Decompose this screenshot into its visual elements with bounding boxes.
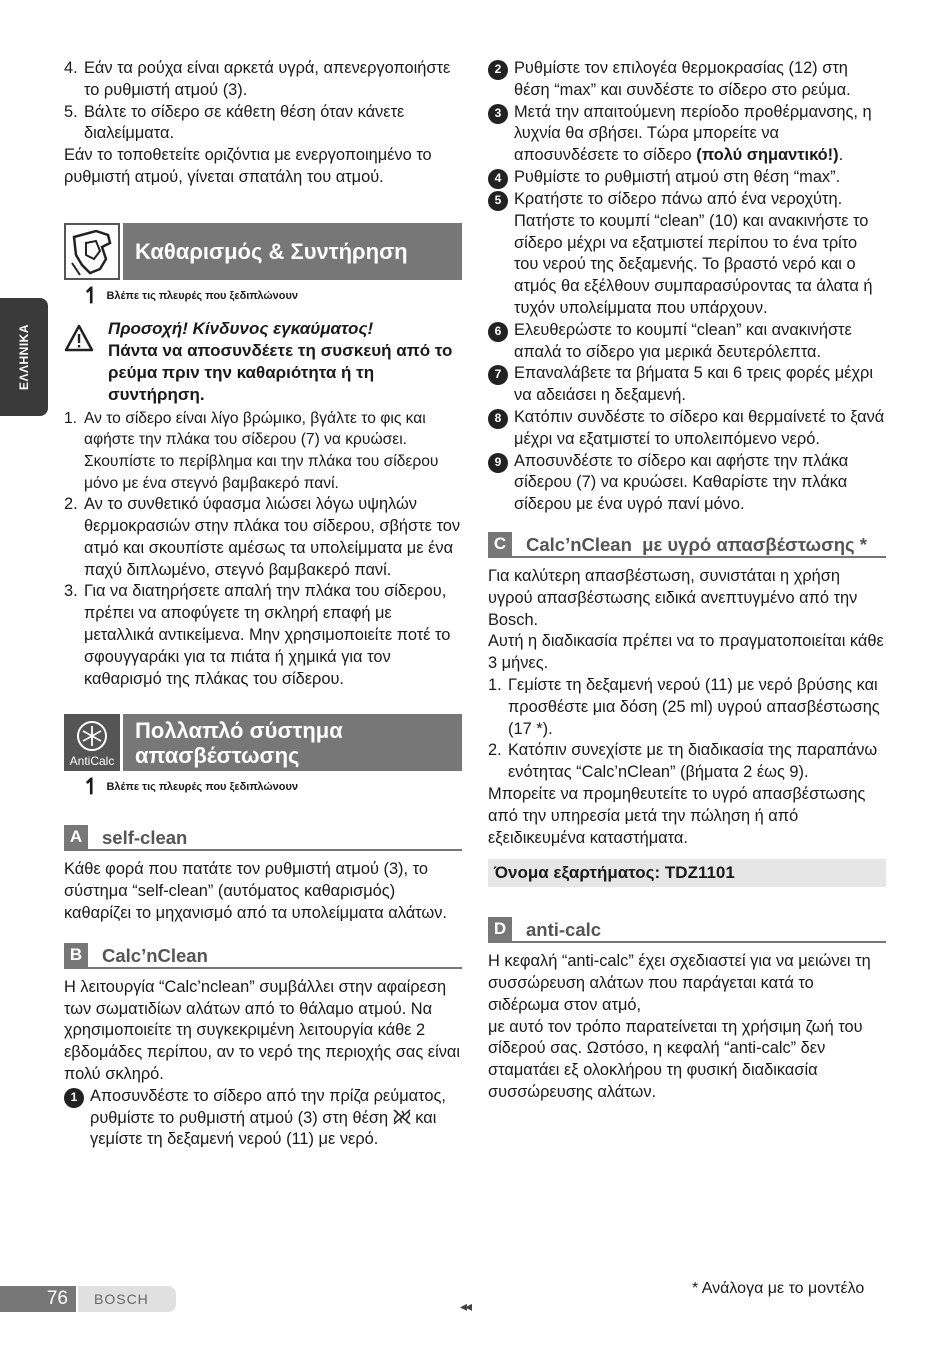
step-text: Αποσυνδέστε το σίδερο και αφήστε την πλάκα σίδερου (7) να κρυώσει. Καθαρίστε την πλάκα σίδερου με ένα υγρό πανί μόνο. — [514, 451, 849, 514]
item-text: Αν το συνθετικό ύφασμα λιώσει λόγω υψηλών θερμοκρασιών στην πλάκα του σίδερου, σβήστε τον ατμό και σκουπίστε αμέσως τα υπολείμματα με ένα παχύ διπλωμένο, στεγνό βαμβακερό πανί. — [84, 495, 461, 579]
item-text: Γεμίστε τη δεξαμενή νερού (11) με νερό βρύσης και προσθέστε μια δόση (25 ml) υγρού απασβέστωσης (17 *). — [508, 675, 880, 738]
item-number: 1. — [488, 675, 502, 694]
list-item — [64, 581, 462, 690]
no-steam-icon — [393, 1109, 411, 1125]
section-title: Calc’nClean με υγρό απασβέστωσης * — [526, 533, 867, 555]
step-item — [488, 189, 886, 320]
item-number: 5. — [64, 102, 78, 121]
warning-title: Προσοχή! Κίνδυνος εγκαύματος! — [108, 318, 374, 338]
warning-triangle-icon — [64, 318, 98, 406]
list-item — [64, 494, 462, 581]
list-item — [64, 408, 462, 494]
arrow-up-icon: ↿ — [82, 774, 101, 800]
list-item — [64, 102, 462, 146]
section-c-text: Αυτή η διαδικασία πρέπει να το πραγματοποιείται κάθε 3 μήνες. — [488, 632, 884, 673]
section-a-header — [64, 825, 462, 851]
step-item — [488, 320, 886, 364]
see-back-note — [82, 282, 462, 308]
language-tab — [0, 298, 48, 416]
section-title: Calc’nClean — [102, 944, 208, 966]
item-text: Εάν τα ρούχα είναι αρκετά υγρά, απενεργοποιήστε το ρυθμιστή ατμού (3). — [84, 59, 451, 99]
step-number: 6 — [488, 322, 508, 342]
step-number: 9 — [488, 453, 508, 473]
item-number: 4. — [64, 59, 78, 77]
cleaning-header — [64, 223, 462, 280]
step-number: 5 — [488, 191, 508, 211]
section-c-text: Μπορείτε να προμηθευτείτε το υγρό απασβέστωσης από την υπηρεσία μετά την πώληση ή από εξειδικευμένα καταστήματα. — [488, 784, 866, 847]
footnote: * Ανάλογα με το μοντέλο — [692, 1280, 865, 1297]
list-item — [488, 740, 886, 784]
item-number: 3. — [64, 582, 78, 601]
see-back-text: Βλέπε τις πλευρές που ξεδιπλώνουν — [106, 289, 298, 302]
section-letter: B — [64, 943, 88, 967]
step-text: Κατόπιν συνδέστε το σίδερο και θερμαίνετέ το ξανά μέχρι να εξατμιστεί το υπολειπόμενο νερό. — [514, 407, 885, 448]
right-column — [488, 58, 886, 1104]
item-text: Κατόπιν συνεχίστε με τη διαδικασία της παραπάνω ενότητας “Calc’nClean” (βήματα 2 έως 9). — [508, 741, 878, 782]
item-number: 2. — [64, 495, 78, 514]
anticalc-icon-label: AntiCalc — [69, 754, 115, 769]
item-text: Για να διατηρήσετε απαλή την πλάκα του σίδερου, πρέπει να αποφύγετε τη σκληρή επαφή με μεταλλικά αντικείμενα. Μην χρησιμοποιείτε ποτέ το σφουγγαράκι για τα πιάτα ή χημικά για τον καθαρισμό της πλάκας του σίδερου. — [84, 582, 451, 688]
left-column — [64, 58, 462, 1151]
step-item — [488, 58, 886, 102]
anticalc-snowflake-icon — [64, 714, 120, 771]
see-back-text: Βλέπε τις πλευρές που ξεδιπλώνουν — [106, 781, 298, 794]
warning-box — [64, 318, 462, 406]
step-number: 4 — [488, 169, 508, 189]
section-b-text: Η λειτουργία “Calc’nclean” συμβάλλει στην αφαίρεση των σωματιδίων αλάτων από το θάλαμο ατμού. Να χρησιμοποιείτε τη συγκεκριμένη λειτουργία κάθε 2 εβδομάδες περίπου, αν το νερό της περιοχής σας είναι πολύ σκληρό. — [64, 977, 461, 1083]
section-title: anti-calc — [526, 919, 602, 941]
step-item — [64, 1086, 462, 1151]
section-b-header — [64, 943, 462, 969]
anticalc-header — [64, 714, 462, 771]
section-c-header — [488, 532, 886, 558]
step-text: Αποσυνδέστε το σίδερο από την πρίζα ρεύματος, ρυθμίστε το ρυθμιστή ατμού (3) στη θέση — [90, 1086, 446, 1127]
step-number: 1 — [64, 1088, 84, 1108]
step-item — [488, 363, 886, 407]
step-number: 2 — [488, 60, 508, 80]
section-c-text: Για καλύτερη απασβέστωση, συνιστάται η χρήση υγρού απασβέστωσης ειδικά ανεπτυγμένο από την Bosch. — [488, 566, 858, 629]
intro-note: Εάν το τοποθετείτε οριζόντια με ενεργοποιημένο το ρυθμιστή ατμού, γίνεται σπατάλη του ατμού. — [64, 146, 432, 186]
step-item — [488, 167, 886, 189]
section-letter: C — [488, 532, 512, 556]
see-back-note — [82, 774, 462, 800]
step-number: 8 — [488, 409, 508, 429]
language-label: ΕΛΛΗΝΙΚΑ — [17, 323, 31, 391]
section-letter: A — [64, 825, 88, 849]
warning-text: Πάντα να αποσυνδέετε τη συσκευή από το ρεύμα πριν την καθαριότητα ή τη συντήρηση. — [108, 340, 453, 404]
section-d-text: Η κεφαλή “anti-calc” έχει σχεδιαστεί για να μειώνει τη συσσώρευση αλάτων που παράγεται κατά το σιδέρωμα στον ατμό, — [488, 952, 871, 1014]
section-d-text: με αυτό τον τρόπο παρατείνεται τη χρήσιμη ζωή του σίδερού σας. Ωστόσο, η κεφαλή “anti-calc” δεν σταματάει εξ ολοκλήρου τη φυσική διαδικασία συσσώρευσης αλάτων. — [488, 1017, 863, 1102]
list-item — [488, 675, 886, 740]
step-text: Ρυθμίστε τον επιλογέα θερμοκρασίας (12) στη θέση “max” και συνδέστε το σίδερο στο ρεύμα. — [514, 59, 851, 99]
section-d-header — [488, 917, 886, 943]
arrow-up-icon: ↿ — [82, 282, 101, 308]
step-text: Κρατήστε το σίδερο πάνω από ένα νεροχύτη. Πατήστε το κουμπί “clean” (10) και ανακινήστε το σίδερο μέχρι να εξατμιστεί περίπου το ένα τρίτο του νερού της δεξαμενής. Το βραστό νερό και ο ατμός θα εξέλθουν συμπαρασύροντας τα άλατα ή τυχόν υπολείμματα που υπάρχουν. — [514, 189, 873, 317]
step-text: Επαναλάβετε τα βήματα 5 και 6 τρεις φορές μέχρι να αδειάσει η δεξαμενή. — [514, 364, 874, 405]
page-number: 76 — [0, 1286, 76, 1312]
item-text: Βάλτε το σίδερο σε κάθετη θέση όταν κάνετε διαλείμματα. — [84, 102, 405, 143]
step-text: Μετά την απαιτούμενη περίοδο προθέρμανσης, η λυχνία θα σβήσει. Τώρα μπορείτε να αποσυνδέσετε το σίδερο — [514, 102, 872, 165]
step-number: 7 — [488, 365, 508, 385]
step-item — [488, 451, 886, 516]
brand-label: BOSCH — [78, 1286, 176, 1312]
step-item — [488, 102, 886, 167]
list-item — [64, 58, 462, 102]
item-number: 2. — [488, 741, 502, 760]
item-text: Αν το σίδερο είναι λίγο βρώμικο, βγάλτε το φις και αφήστε την πλάκα του σίδερου (7) να κρυώσει. Σκουπίστε το περίβλημα και την πλάκα του σίδερου μόνο με ένα στεγνό βαμβακερό πανί. — [84, 409, 439, 492]
nav-arrows-icon: ◂◂ — [460, 1298, 471, 1314]
section-a-text: Κάθε φορά που πατάτε τον ρυθμιστή ατμού (3), το σύστημα “self-clean” (αυτόματος καθαρισμός) καθαρίζει το μηχανισμό από τα υπολείμματα αλάτων. — [64, 860, 447, 922]
step-text: και γεμίστε τη δεξαμενή νερού (11) με νερό. — [90, 1108, 437, 1149]
step-text: Ρυθμίστε το ρυθμιστή ατμού στη θέση “max”. — [514, 167, 841, 186]
section-letter: D — [488, 917, 512, 941]
section-title: self-clean — [102, 827, 188, 849]
step-text: . — [838, 146, 844, 165]
section-title: Καθαρισμός & Συντήρηση — [123, 223, 462, 280]
item-number: 1. — [64, 409, 78, 427]
step-number: 3 — [488, 104, 508, 124]
part-name-bar: Όνομα εξαρτήματος: TDZ1101 — [488, 859, 886, 887]
step-emphasis: (πολύ σημαντικό!) — [696, 146, 839, 165]
hand-wiping-icon — [64, 223, 120, 280]
step-text: Ελευθερώστε το κουμπί “clean” και ανακινήστε απαλά το σίδερο για μερικά δευτερόλεπτα. — [514, 320, 852, 361]
step-item — [488, 407, 886, 451]
section-title: Πολλαπλό σύστημα απασβέστωσης — [123, 714, 462, 771]
